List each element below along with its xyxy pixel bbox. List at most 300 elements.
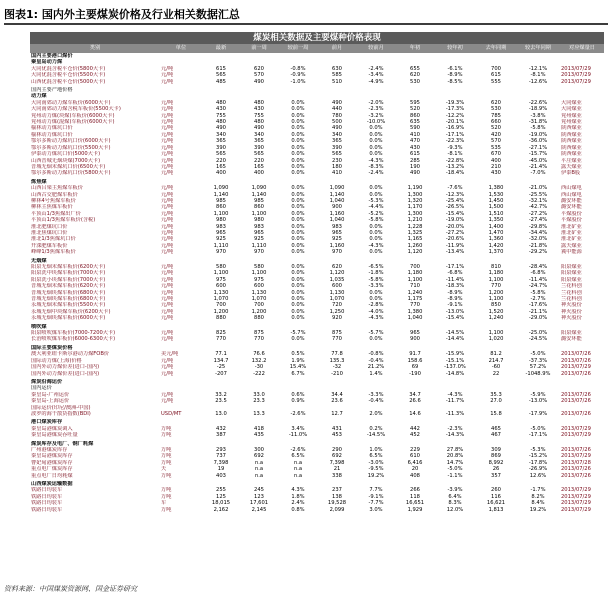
table-cell: 970: [216, 249, 226, 256]
table-cell: 陕西煤业: [561, 138, 582, 145]
table-cell: 1,530: [488, 191, 504, 198]
table-cell: 76.6: [253, 351, 265, 358]
table-cell: 阳泉煤业: [561, 276, 582, 283]
table-row: [30, 507, 604, 513]
row-label: 秦皇岛-上海运价: [31, 398, 70, 405]
table-cell: -4.9%: [368, 78, 384, 85]
table-cell: -190: [409, 370, 421, 377]
section-label: 动力煤: [31, 93, 47, 100]
row-label: 平顶山1/3焦煤车板价(含税): [31, 217, 96, 224]
table-cell: 2013/07/29: [561, 78, 591, 85]
row-label: 大同优混含税平仓价(5800大卡): [31, 65, 106, 72]
row-label: 广州港煤炭库存: [31, 446, 68, 453]
row-label: 秦皇岛-广州运价: [31, 391, 70, 398]
table-cell: 165: [216, 163, 226, 170]
table-cell: 710: [410, 283, 420, 290]
row-label: 山西古交肥煤车板价: [31, 191, 78, 198]
table-cell: 237: [332, 487, 342, 494]
table-cell: 480: [216, 119, 226, 126]
table-cell: 785: [491, 112, 501, 119]
table-cell: 西山煤电: [561, 185, 582, 192]
table-cell: 467: [491, 432, 501, 439]
table-cell: 0.0%: [291, 210, 305, 217]
table-cell: 0.0%: [291, 229, 305, 236]
table-cell: 590: [410, 125, 420, 132]
table-cell: 1,470: [488, 229, 504, 236]
table-cell: 1,180: [488, 270, 504, 277]
table-cell: 410: [332, 170, 342, 177]
table-cell: 1,325: [407, 229, 423, 236]
table-cell: 元/吨: [161, 236, 174, 243]
table-cell: 1,320: [407, 197, 423, 204]
row-label: 淮北1/3焦煤坑口价: [31, 236, 76, 243]
table-cell: -42.7%: [528, 204, 548, 211]
table-cell: 元/吨: [161, 138, 174, 145]
table-cell: -6.1%: [447, 65, 463, 72]
row-label: 山西优混含税平仓价(5000大卡): [31, 78, 106, 85]
table-cell: -4.3%: [368, 315, 384, 322]
table-cell: -32.1%: [528, 197, 548, 204]
table-cell: 430: [410, 144, 420, 151]
row-label: 兖州动力煤(块煤)车板价(6000大卡): [31, 112, 115, 119]
table-cell: -13.0%: [528, 398, 548, 405]
table-cell: -37.3%: [528, 357, 548, 364]
table-cell: -11.4%: [445, 276, 465, 283]
row-label: 秦皇岛港煤炭调入: [31, 425, 73, 432]
table-cell: 33.2: [215, 391, 227, 398]
table-cell: 1,180: [407, 270, 423, 277]
table-cell: 元/吨: [161, 330, 174, 337]
table-cell: -2.3%: [447, 425, 463, 432]
table-cell: 2013/07/29: [561, 506, 591, 513]
table-cell: 元/吨: [161, 270, 174, 277]
table-cell: 兰花科创: [561, 283, 582, 290]
table-cell: 2013/07/26: [561, 357, 591, 364]
table-cell: -1.1%: [447, 472, 463, 479]
table-cell: 1,260: [407, 242, 423, 249]
table-cell: -17.1%: [445, 264, 465, 270]
table-cell: 2013/07/26: [561, 398, 591, 405]
table-cell: -13.0%: [445, 308, 465, 315]
table-cell: 1,160: [329, 210, 345, 217]
table-cell: -18.9%: [528, 106, 548, 113]
table-cell: -22.6%: [528, 99, 548, 106]
table-cell: 1,140: [329, 191, 345, 198]
table-cell: 1,500: [488, 204, 504, 211]
table-cell: -3.9%: [447, 487, 463, 494]
table-cell: -60: [491, 364, 501, 371]
table-cell: -8.1%: [530, 72, 546, 79]
table-cell: 600: [216, 283, 226, 290]
table-cell: 元/吨: [161, 112, 174, 119]
table-cell: 0.0%: [291, 242, 305, 249]
table-cell: 33.0: [253, 391, 265, 398]
table-cell: 620: [410, 72, 420, 79]
section-label: 秦皇岛动力煤: [31, 59, 63, 66]
table-cell: 15.4%: [289, 364, 307, 371]
table-cell: -5.8%: [530, 289, 546, 296]
table-cell: 0.0%: [291, 289, 305, 296]
table-cell: 23.5: [215, 398, 227, 405]
table-cell: 490: [332, 99, 342, 106]
table-cell: 陕西煤业: [561, 151, 582, 158]
table-cell: 潞安环能: [561, 197, 582, 204]
table-cell: 1,070: [329, 296, 345, 303]
table-cell: -27.1%: [528, 144, 548, 151]
table-cell: 0.9%: [291, 398, 305, 405]
table-cell: 1,160: [329, 242, 345, 249]
table-cell: 570: [491, 138, 501, 145]
table-cell: 0.0%: [291, 264, 305, 270]
table-cell: 潞安环能: [561, 336, 582, 343]
table-cell: 元/吨: [161, 72, 174, 79]
row-label: 榆林动力煤坑口价: [31, 125, 73, 132]
table-cell: 元/吨: [161, 191, 174, 198]
table-cell: 700: [491, 65, 501, 72]
table-cell: 0.0%: [291, 112, 305, 119]
row-label: 秦皇岛港煤炭库存: [31, 453, 73, 460]
table-cell: 伊泰B股: [561, 170, 581, 177]
table-cell: 大同煤业: [561, 99, 582, 106]
table-cell: -32: [332, 364, 342, 371]
table-cell: -24.5%: [528, 336, 548, 343]
row-label: 阳泉喷吹煤车板价(7000-7200大卡): [31, 330, 116, 337]
table-cell: 210: [491, 163, 501, 170]
table-cell: 983: [332, 223, 342, 230]
table-cell: 34.4: [331, 391, 343, 398]
table-cell: -5.7%: [368, 330, 384, 337]
column-header: 较去年同期: [516, 44, 560, 53]
table-cell: 565: [332, 151, 342, 158]
table-cell: 123: [254, 493, 264, 500]
table-cell: 0.6%: [291, 391, 305, 398]
table-cell: 1,040: [329, 217, 345, 224]
table-cell: 神火股份: [561, 302, 582, 309]
table-cell: -2.7%: [530, 296, 546, 303]
table-cell: -8.9%: [447, 72, 463, 79]
table-cell: -27.2%: [528, 210, 548, 217]
table-cell: 365: [216, 138, 226, 145]
table-cell: 2013/07/26: [561, 466, 591, 473]
table-cell: -9.5%: [368, 466, 384, 473]
table-cell: 490: [254, 78, 264, 85]
table-cell: 925: [216, 236, 226, 243]
table-cell: 480: [216, 99, 226, 106]
table-cell: 2013/07/29: [561, 487, 591, 494]
table-cell: 180: [332, 163, 342, 170]
table-cell: -5.9%: [530, 391, 546, 398]
table-cell: 0.0%: [291, 119, 305, 126]
table-cell: 770: [491, 283, 501, 290]
table-cell: 2013/07/26: [561, 370, 591, 377]
table-cell: 27.0: [490, 398, 502, 405]
table-cell: -19.0%: [445, 217, 465, 224]
table-cell: 400: [216, 170, 226, 177]
table-cell: -12.3%: [445, 191, 465, 198]
table-cell: 16,651: [405, 500, 425, 507]
table-cell: 35.3: [490, 391, 502, 398]
table-cell: 车: [161, 500, 167, 507]
table-cell: 0.0%: [291, 217, 305, 224]
section-label: 无烟煤: [31, 257, 47, 264]
table-cell: 1,210: [407, 217, 423, 224]
table-cell: 12.6%: [529, 472, 547, 479]
table-cell: 850: [491, 302, 501, 309]
table-cell: 0.0%: [369, 131, 383, 138]
table-cell: -15.1%: [445, 357, 465, 364]
table-cell: 0.0%: [291, 249, 305, 256]
row-label: 波罗的海干散货指数(BDI): [31, 410, 91, 417]
table-cell: 975: [254, 276, 264, 283]
table-cell: 770: [216, 336, 226, 343]
table-cell: 860: [216, 204, 226, 211]
table-cell: 1,120: [329, 270, 345, 277]
table-cell: 780: [332, 112, 342, 119]
table-cell: 920: [332, 315, 342, 322]
table-cell: 1,120: [407, 249, 423, 256]
table-cell: -5.8%: [368, 276, 384, 283]
table-cell: 34.7: [409, 391, 421, 398]
table-cell: 陕西煤业: [561, 125, 582, 132]
table-cell: 1.0%: [369, 446, 383, 453]
table-cell: -10.0%: [366, 119, 386, 126]
table-cell: 983: [216, 223, 226, 230]
table-cell: 1,380: [488, 185, 504, 192]
table-cell: 615: [491, 72, 501, 79]
table-cell: 0.0%: [369, 185, 383, 192]
table-cell: -21.8%: [528, 242, 548, 249]
section-label: 国内运价: [31, 385, 52, 392]
table-cell: 530: [491, 106, 501, 113]
table-cell: 平煤股份: [561, 217, 582, 224]
table-cell: 1,200: [251, 308, 267, 315]
table-cell: 390: [332, 144, 342, 151]
table-cell: 0.0%: [291, 106, 305, 113]
table-cell: 0.0%: [291, 296, 305, 303]
table-cell: -21.0%: [528, 185, 548, 192]
table-cell: 0.0%: [291, 138, 305, 145]
table-cell: -2.6%: [290, 446, 306, 453]
table-cell: 万吨: [161, 432, 172, 439]
table-cell: -0.8%: [290, 65, 306, 72]
table-cell: 元/吨: [161, 210, 174, 217]
table-cell: -6.8%: [530, 270, 546, 277]
table-cell: 元/吨: [161, 131, 174, 138]
table-cell: -34.4%: [528, 229, 548, 236]
table-cell: 阳泉煤业: [561, 330, 582, 337]
table-cell: 925: [254, 236, 264, 243]
table-cell: 淮北矿业: [561, 236, 582, 243]
row-label: 永城无烟块煤车板价(6000大卡): [31, 315, 106, 322]
table-cell: 22: [492, 370, 500, 377]
row-label: 曹妃甸港煤炭库存: [31, 459, 73, 466]
table-cell: 565: [216, 151, 226, 158]
table-cell: 2013/07/26: [561, 446, 591, 453]
table-cell: 390: [254, 144, 264, 151]
table-cell: 露天煤业: [561, 163, 582, 170]
column-header: 对应煤量日: [560, 44, 604, 53]
section-label: 炼焦煤: [31, 178, 47, 185]
table-cell: 元/吨: [161, 370, 174, 377]
table-cell: 480: [254, 99, 264, 106]
section-label: 山西煤炭运输数据: [31, 481, 73, 487]
table-cell: 0.0%: [291, 99, 305, 106]
table-cell: -29.0%: [528, 315, 548, 322]
table-cell: 880: [254, 315, 264, 322]
row-label: 淮北焦煤坑口价: [31, 229, 68, 236]
table-cell: 770: [254, 336, 264, 343]
table-header-row: [30, 44, 604, 53]
table-cell: 490: [410, 170, 420, 177]
table-cell: 0.0%: [291, 151, 305, 158]
table-cell: 983: [254, 223, 264, 230]
table-cell: 12.0%: [446, 506, 464, 513]
table-cell: 万吨: [161, 453, 172, 460]
row-label: 大同优混含税平仓价(5500大卡): [31, 72, 106, 79]
table-cell: -15.2%: [528, 453, 548, 460]
table-cell: 潞安环能: [561, 204, 582, 211]
table-cell: -3.3%: [368, 283, 384, 290]
table-cell: 580: [216, 264, 226, 270]
table-body: [30, 53, 604, 513]
table-cell: 660: [491, 119, 501, 126]
table-cell: 418: [254, 425, 264, 432]
table-cell: 2013/07/29: [561, 493, 591, 500]
table-cell: 81.2: [490, 351, 502, 358]
table-cell: 0.0%: [369, 223, 383, 230]
table-cell: 0.0%: [369, 336, 383, 343]
table-cell: 400: [254, 170, 264, 177]
table-cell: -14.3%: [445, 432, 465, 439]
table-cell: -8.3%: [368, 163, 384, 170]
table-cell: 元/吨: [161, 204, 174, 211]
table-cell: 1,228: [407, 223, 423, 230]
table-cell: 0.0%: [291, 236, 305, 243]
table-cell: 410: [410, 131, 420, 138]
table-cell: 17,601: [249, 500, 269, 507]
table-cell: 220: [216, 157, 226, 164]
row-label: 晋城无烟块煤车板价(6800大卡): [31, 289, 106, 296]
table-cell: -15.9%: [445, 351, 465, 358]
column-header: 类别: [30, 44, 160, 53]
table-cell: -17.6%: [528, 302, 548, 309]
table-cell: 860: [254, 204, 264, 211]
table-cell: 442: [410, 425, 420, 432]
table-cell: 0.0%: [369, 191, 383, 198]
table-cell: 19.2%: [529, 506, 547, 513]
table-cell: 元/吨: [161, 163, 174, 170]
row-label: 鄂尔多斯动力煤坑口价(5800大卡): [31, 170, 111, 177]
table-cell: 357: [491, 472, 501, 479]
table-cell: 285: [410, 157, 420, 164]
table-cell: 1,100: [251, 210, 267, 217]
table-cell: 1,100: [251, 270, 267, 277]
table-cell: 7,398: [213, 459, 229, 466]
table-cell: 600: [332, 283, 342, 290]
table-cell: -2.6%: [290, 410, 306, 417]
row-label: 国内外动力煤价差(进口-国内): [31, 370, 100, 377]
table-cell: 1,250: [329, 308, 345, 315]
table-cell: 元/吨: [161, 65, 174, 72]
table-cell: 0.0%: [291, 157, 305, 164]
table-cell: 1,140: [251, 191, 267, 198]
table-cell: 630: [332, 65, 342, 72]
table-cell: 266: [410, 487, 420, 494]
table-cell: -17.3%: [445, 106, 465, 113]
table-cell: 400: [491, 157, 501, 164]
table-cell: 16,621: [486, 500, 506, 507]
row-label: 铁路日均装车: [31, 500, 63, 507]
table-cell: 天: [161, 466, 167, 473]
table-cell: -3.4%: [368, 72, 384, 79]
table-cell: -0.4%: [368, 398, 384, 405]
table-cell: 565: [254, 151, 264, 158]
table-cell: 元/吨: [161, 398, 174, 405]
table-cell: 大同煤业: [561, 106, 582, 113]
table-cell: -8.5%: [447, 78, 463, 85]
table-cell: 440: [332, 106, 342, 113]
table-cell: 14.6: [409, 410, 421, 417]
table-cell: -21.1%: [528, 308, 548, 315]
table-cell: 132.2: [251, 357, 267, 364]
table-cell: 8.2%: [531, 493, 545, 500]
table-cell: 490: [216, 125, 226, 132]
table-cell: -24.7%: [528, 283, 548, 290]
table-cell: 1,090: [251, 185, 267, 192]
table-cell: 1,100: [213, 270, 229, 277]
table-cell: 15.8: [490, 410, 502, 417]
table-cell: 0.5%: [291, 351, 305, 358]
row-label: 秦皇岛港煤炭吞吐量: [31, 432, 78, 439]
table-cell: 6,416: [407, 459, 423, 466]
row-label: 重点电厂煤炭库存: [31, 466, 73, 473]
table-cell: 0.0%: [369, 289, 383, 296]
row-label: 山西晋城无烟块煤(7000大卡): [31, 157, 101, 164]
section-label: 国内主要产地价格: [31, 87, 73, 94]
table-cell: 737: [216, 453, 226, 460]
table-cell: 23.6: [331, 398, 343, 405]
table-cell: 0.0%: [291, 283, 305, 290]
table-cell: -6.8%: [447, 270, 463, 277]
table-cell: -4.3%: [368, 157, 384, 164]
table-cell: -3.8%: [530, 112, 546, 119]
table-cell: -19.0%: [528, 131, 548, 138]
table-cell: -4.4%: [368, 204, 384, 211]
table-cell: 600: [254, 283, 264, 290]
table-cell: 965: [254, 229, 264, 236]
table-cell: 21.2%: [367, 364, 385, 371]
table-cell: 700: [254, 302, 264, 309]
table-cell: 610: [410, 453, 420, 460]
table-cell: 0.0%: [369, 229, 383, 236]
table-cell: 755: [254, 112, 264, 119]
table-cell: 1,020: [488, 336, 504, 343]
table-cell: 340: [254, 131, 264, 138]
table-cell: 元/吨: [161, 185, 174, 192]
row-label: 平顶山1/3焦煤出厂价: [31, 210, 81, 217]
table-cell: 570: [254, 72, 264, 79]
column-header: 去年同期: [476, 44, 516, 53]
table-cell: 1,070: [213, 296, 229, 303]
table-cell: -18.4%: [445, 170, 465, 177]
table-cell: 2013/07/26: [561, 351, 591, 358]
table-cell: 元/吨: [161, 264, 174, 270]
table-cell: 825: [216, 330, 226, 337]
table-cell: 293: [216, 446, 226, 453]
table-cell: 万吨: [161, 459, 172, 466]
row-label: 永城无烟中块煤车板价(6200大卡): [31, 308, 111, 315]
table-cell: 1,100: [213, 210, 229, 217]
